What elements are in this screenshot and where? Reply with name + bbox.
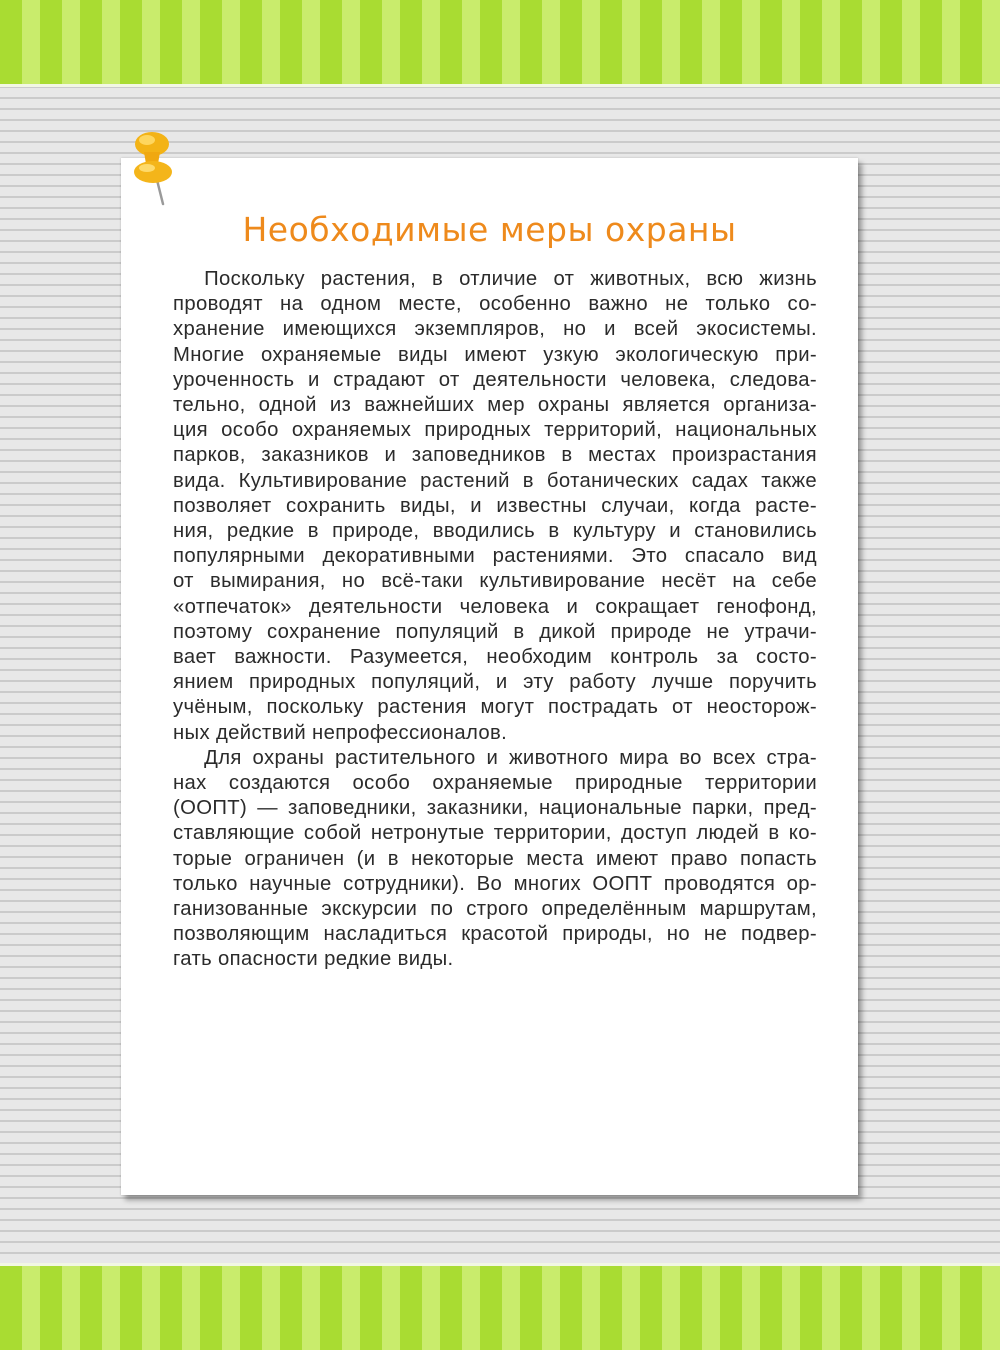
text-line: вида. Культивирование растений в ботанических садах также	[173, 469, 817, 492]
text-line: торые ограничен (и в некоторые места имеют право попасть	[173, 847, 817, 870]
text-line: только научные сотрудники). Во многих ООПТ проводятся ор-	[173, 872, 817, 895]
text-line: янием природных популяций, и эту работу лучше поручить	[173, 671, 817, 694]
text-line: Многие охраняемые виды имеют узкую экологическую при-	[173, 343, 817, 366]
page-title: Необходимые меры охраны	[242, 210, 737, 249]
text-line: популярными декоративными растениями. Это спасало вид	[173, 545, 817, 568]
text-line: «отпечаток» деятельности человека и сокращает генофонд,	[173, 595, 817, 618]
text-line: проводят на одном месте, особенно важно не только со-	[173, 293, 817, 316]
text-line: поэтому сохранение популяций в дикой природе не утрачи-	[173, 620, 817, 643]
text-line: ния, редкие в природе, вводились в культуру и становились	[173, 520, 817, 543]
text-line: Для охраны растительного и животного мира во всех стра-	[173, 746, 817, 769]
text-line: тельно, одной из важнейших мер охраны является организа-	[173, 394, 817, 417]
paper-sheet	[121, 158, 858, 1195]
text-line: нах создаются особо охраняемые природные территории	[173, 772, 817, 795]
text-line: учёным, поскольку растения могут пострадать от неосторож-	[173, 696, 817, 719]
text-line: ных действий непрофессионалов.	[173, 721, 508, 744]
top-stripe-border	[0, 0, 1000, 84]
text-line: ганизованные экскурсии по строго определённым маршрутам,	[173, 898, 817, 921]
text-line: гать опасности редкие виды.	[173, 948, 454, 971]
top-stripe-edge	[0, 84, 1000, 87]
text-line: уроченность и страдают от деятельности человека, следова-	[173, 368, 817, 391]
text-line: вает важности. Разумеется, необходим контроль за состо-	[173, 646, 817, 669]
text-line: ция особо охраняемых природных территорий, национальных	[173, 419, 817, 442]
text-line: Поскольку растения, в отличие от животных, всю жизнь	[173, 268, 817, 290]
text-line: парков, заказников и заповедников в местах произрастания	[173, 444, 817, 467]
text-line: от вымирания, но всё-таки культивирование несёт на себе	[173, 570, 817, 593]
text-line: хранение имеющихся экземпляров, но и всей экосистемы.	[173, 318, 817, 341]
pushpin-icon	[126, 128, 182, 210]
paragraph-2	[173, 746, 817, 973]
article-body	[173, 267, 817, 973]
text-line: (ООПТ) — заповедники, заказники, национальные парки, пред-	[173, 797, 817, 820]
text-line: позволяет сохранить виды, и известны случаи, когда расте-	[173, 494, 817, 517]
paragraph-1	[173, 267, 817, 746]
text-line: ставляющие собой нетронутые территории, доступ людей в ко-	[173, 822, 817, 845]
text-line: позволяющим насладиться красотой природы, но не подвер-	[173, 923, 817, 946]
bottom-stripe-border	[0, 1266, 1000, 1350]
